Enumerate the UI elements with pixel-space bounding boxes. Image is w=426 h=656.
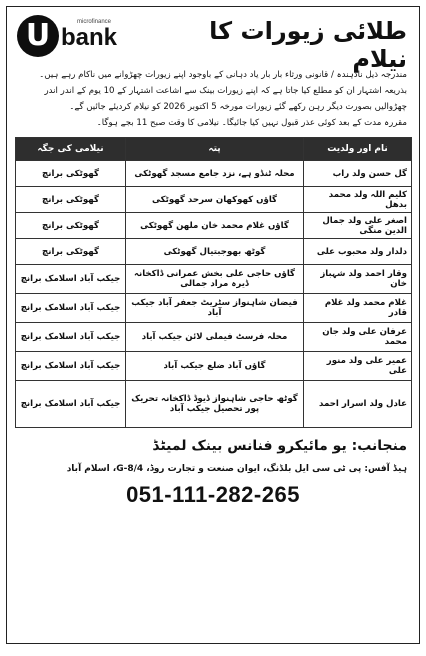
ubank-logo [17,15,137,59]
cell-name: وقار احمد ولد شہباز خان [304,265,412,294]
cell-name: گل حسن ولد راب [304,161,412,187]
cell-branch: گھوٹکی برانچ [16,161,126,187]
table-row [16,161,412,187]
cell-name: اصغر علی ولد جمال الدین منگی [304,213,412,239]
table-row [16,294,412,323]
cell-branch: گھوٹکی برانچ [16,213,126,239]
header-name: نام اور ولدیت [304,138,412,161]
table-row [16,265,412,294]
cell-branch: جیکب آباد اسلامک برانچ [16,381,126,428]
cell-name: عادل ولد اسرار احمد [304,381,412,428]
cell-branch: گھوٹکی برانچ [16,239,126,265]
cell-name: کلیم اللہ ولد محمد بدھل [304,187,412,213]
cell-address: فیضان شاہنواز سٹریٹ جعفر آباد جیکب آباد [126,294,304,323]
footer [7,438,419,508]
table-row [16,239,412,265]
sender-line: منجانب: یو مائیکرو فنانس بینک لمیٹڈ [152,438,407,454]
cell-address: گاؤں حاجی علی بخش عمرانی ڈاکخانہ ڈیرہ مراد جمالی [126,265,304,294]
cell-address: گاؤں آباد ضلع جیکب آباد [126,352,304,381]
cell-address: گاؤں کھوکھان سرحد گھوٹکی [126,187,304,213]
table-row [16,187,412,213]
logo-u-mark: U [17,15,59,57]
header [7,7,419,73]
notice-line: بذریعہ اشتہار ان کو مطلع کیا جاتا ہے کہ اپنے زیورات بینک سے اشاعت اشتہار کے 10 یوم کے اندر اندر [44,86,407,96]
cell-name: عمیر علی ولد منور علی [304,352,412,381]
logo-bank-word: bank [61,24,118,51]
cell-branch: گھوٹکی برانچ [16,187,126,213]
header-address: پتہ [126,138,304,161]
table-row [16,323,412,352]
cell-address: محلہ ٹنڈو ہے، نزد جامع مسجد گھوٹکی [126,161,304,187]
cell-address: گوٹھ حاجی شاہنواز ڈیوڈ ڈاکخانہ تحریک پور تحصیل جیکب آباد [126,381,304,428]
cell-address: گوٹھ بھوجبتیال گھوٹکی [126,239,304,265]
advertisement [6,6,420,644]
cell-address: گاؤں غلام محمد خان ملهن گھوٹکی [126,213,304,239]
head-office-address: ہیڈ آفس: پی ٹی سی ایل بلڈنگ، ایوان صنعت و تجارت روڈ، G-8/4، اسلام آباد [66,464,407,474]
cell-branch: جیکب آباد اسلامک برانچ [16,265,126,294]
table-row [16,352,412,381]
cell-address: محلہ فرسٹ فیملی لائن جیکب آباد [126,323,304,352]
table-row [16,213,412,239]
header-branch: نیلامی کی جگہ [16,138,126,161]
cell-branch: جیکب آباد اسلامک برانچ [16,352,126,381]
notice-text [7,67,419,131]
cell-branch: جیکب آباد اسلامک برانچ [16,294,126,323]
table-header-row [16,138,412,161]
cell-name: غلام محمد ولد غلام قادر [304,294,412,323]
logo-microfinance: microfinance [77,19,112,25]
page-title: طلائی زیورات کا نیلام [209,17,407,73]
table-row [16,381,412,428]
notice-line: مندرجہ ذیل نادہندہ / قانونی ورثاء بار بار یاد دہانی کے باوجود اپنے زیورات چھڑوانے میں ناکام رہے ہیں۔ [39,70,407,80]
cell-name: عرفان علی ولد جان محمد [304,323,412,352]
phone-number: 051-111-282-265 [126,482,300,507]
notice-line: مقررہ مدت کے بعد کوئی عذر قبول نہیں کیا جائیگا۔ نیلامی کا وقت صبح 11 بجے ہوگا۔ [96,118,407,128]
cell-name: دلدار ولد محبوب علی [304,239,412,265]
defaulters-table [15,137,412,428]
defaulters-table-wrap [7,131,419,428]
notice-line: چھڑوالیں بصورت دیگر رہن رکھے گئے زیورات مورخہ 5 اکتوبر 2026 کو نیلام کردیئے جائیں گے۔ [69,102,407,112]
cell-branch: جیکب آباد اسلامک برانچ [16,323,126,352]
